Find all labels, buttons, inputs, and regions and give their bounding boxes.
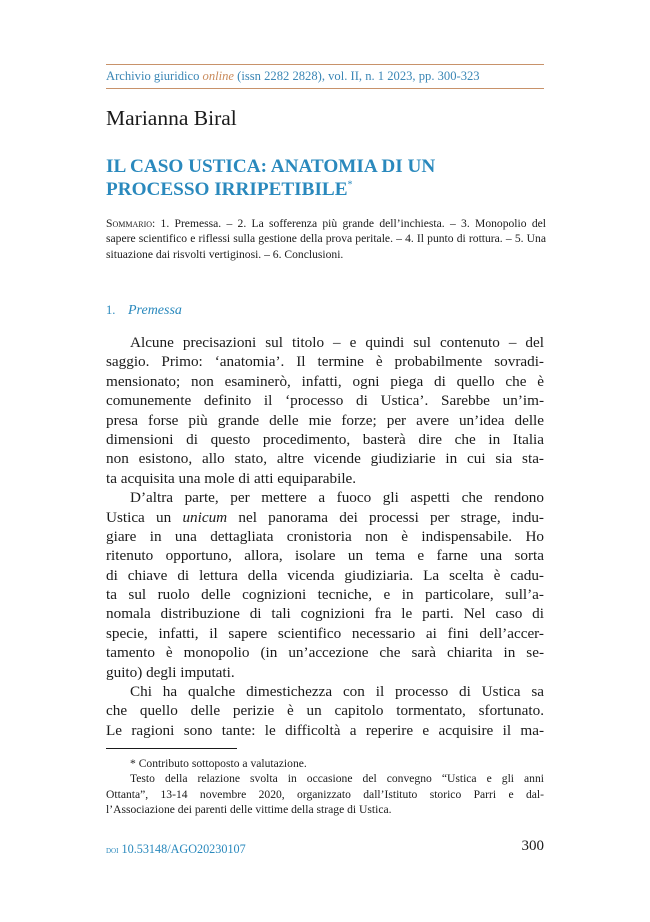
body-line: saggio. Primo: ‘anatomia’. Il termine è probabilmente sovradi- bbox=[106, 353, 544, 371]
body-line: ta sul ruolo delle cognizioni tecniche, e in particolare, sull’a- bbox=[106, 586, 544, 604]
page-number: 300 bbox=[521, 838, 544, 854]
footnotes bbox=[106, 756, 544, 818]
body-line: D’altra parte, per mettere a fuoco gli aspetti che rendono bbox=[130, 489, 544, 507]
body-line: non esistono, allo stato, altre vicende giudiziarie in cui sia sta- bbox=[106, 450, 544, 468]
doi-value: 10.53148/AGO20230107 bbox=[118, 842, 246, 856]
summary-abstract bbox=[106, 216, 546, 262]
body-text bbox=[106, 333, 544, 740]
author-name: Marianna Biral bbox=[106, 106, 237, 130]
body-line: mensionato; non esaminerò, infatti, ogni piega di quello che è bbox=[106, 372, 544, 390]
doi-label: doi bbox=[106, 845, 119, 856]
summary-text: 1. Premessa. – 2. La sofferenza più grande dell’inchiesta. – 3. Monopolio del sapere scientifico e riflessi sulla gestione della prova peritale. – 4. Il punto di rottura. – 5. Una situazione dai risvolti vertiginosi. – 6. Conclusioni. bbox=[106, 217, 546, 261]
body-line: Chi ha qualche dimestichezza con il processo di Ustica sa bbox=[130, 683, 544, 701]
body-italic-unicum: unicum bbox=[182, 508, 228, 526]
body-line: guito) degli imputati. bbox=[106, 663, 235, 681]
summary-label: Sommario: bbox=[106, 217, 156, 230]
body-line: comunemente definito il ‘processo di Ustica’. Sarebbe un’im- bbox=[106, 392, 544, 410]
doi-link[interactable] bbox=[106, 842, 246, 857]
body-line: presa forse più grande delle mie forze; per avere un’idea delle bbox=[106, 411, 544, 429]
title-line-1: IL CASO USTICA: ANATOMIA DI UN bbox=[106, 156, 436, 177]
footnote-line: * Contributo sottoposto a valutazione. bbox=[130, 757, 307, 770]
title-line-2: PROCESSO IRRIPETIBILE bbox=[106, 179, 348, 200]
body-line: che quello delle perizie è un capitolo tormentato, sfortunato. bbox=[106, 702, 544, 720]
section-name: Premessa bbox=[128, 303, 182, 318]
body-line: Alcune precisazioni sul titolo – e quindi sul contenuto – del bbox=[130, 334, 544, 351]
body-line: tamento è monopolio (in un’accezione che sarà chiarita in se- bbox=[106, 644, 544, 662]
body-line: di chiave di lettura della vicenda giudiziaria. La scelta è cadu- bbox=[106, 566, 544, 584]
body-line bbox=[106, 508, 544, 527]
header-bottom-rule bbox=[106, 88, 544, 89]
journal-online-label: online bbox=[202, 69, 235, 83]
header-top-rule bbox=[106, 64, 544, 65]
footnote-line: Ottanta”, 13-14 novembre 2020, organizzato dall’Istituto storico Parri e dal- bbox=[106, 787, 544, 801]
footnote-line: Testo della relazione svolta in occasione del convegno “Ustica e gli anni bbox=[130, 772, 544, 786]
section-number: 1. bbox=[106, 303, 116, 317]
journal-name: Archivio giuridico bbox=[106, 69, 203, 83]
article-title bbox=[106, 155, 546, 201]
footnote-separator bbox=[106, 748, 237, 749]
footnote-line: l’Associazione dei parenti delle vittime della strage di Ustica. bbox=[106, 803, 392, 817]
title-footnote-mark[interactable]: * bbox=[347, 179, 353, 191]
body-line: Le ragioni sono tante: le difficoltà a reperire e acquisire il ma- bbox=[106, 721, 544, 739]
body-line: nomala distribuzione di tali cognizioni fra le parti. Nel caso di bbox=[106, 605, 544, 623]
body-line: dimensioni di questo procedimento, basterà dire che in Italia bbox=[106, 430, 544, 448]
body-fragment: Ustica un bbox=[106, 508, 183, 526]
body-line: ritenuto opportuno, allora, isolare un tema e farne una sorta bbox=[106, 547, 544, 565]
journal-header bbox=[106, 69, 544, 84]
body-line: specie, infatti, il sapere scientifico necessario ai fini dell’accer- bbox=[106, 624, 544, 642]
section-heading bbox=[106, 303, 182, 319]
journal-issue-info: (issn 2282 2828), vol. II, n. 1 2023, pp. 300-323 bbox=[234, 69, 480, 83]
body-line: giare in una dettagliata cronistoria non è indispensabile. Ho bbox=[106, 527, 544, 545]
body-fragment: nel panorama dei processi per strage, indu- bbox=[227, 508, 544, 526]
body-line: ta acquisita una mole di atti equiparabile. bbox=[106, 469, 357, 487]
